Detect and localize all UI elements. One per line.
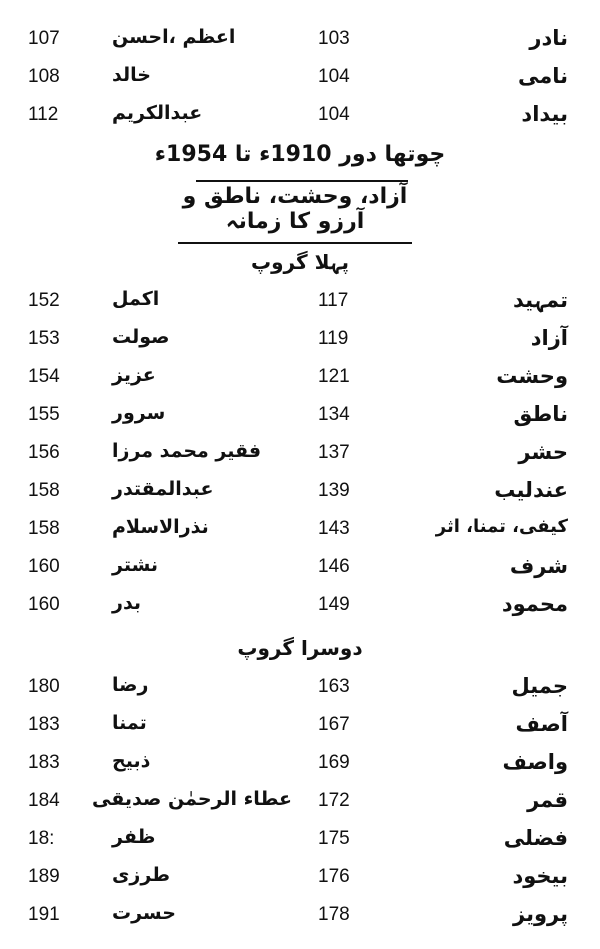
index-row: [0, 98, 600, 136]
index-row: [0, 822, 600, 860]
page-number: 156: [28, 442, 60, 463]
entry-name: ذبیح: [112, 750, 151, 772]
entry-name: خالد: [112, 64, 151, 86]
poet-name: بیداد: [521, 102, 568, 126]
era-title: چوتھا دور 1910ء تا 1954ء: [154, 142, 446, 167]
page-number: 18:: [28, 828, 55, 849]
entry-number: 167: [318, 714, 350, 735]
entry-number: 121: [318, 366, 350, 387]
entry-name: تمنا: [112, 712, 147, 734]
index-row: [0, 360, 600, 398]
index-row: [0, 474, 600, 512]
page-number: 191: [28, 904, 60, 925]
poet-name: پرویز: [513, 902, 568, 926]
poet-name: نادر: [529, 26, 568, 50]
poet-name: شرف: [509, 554, 568, 578]
index-row: [0, 898, 600, 936]
poet-name: ناطق: [513, 402, 568, 426]
entry-name: عبدالکریم: [112, 102, 203, 124]
poet-name: وحشت: [496, 364, 568, 388]
entry-name: حسرت: [112, 902, 176, 924]
entry-number: 172: [318, 790, 350, 811]
index-row: [0, 22, 600, 60]
entry-name: عزیز: [112, 364, 156, 386]
entry-name: فقیر محمد مرزا: [112, 440, 262, 462]
entry-name: اکمل: [112, 288, 160, 310]
entry-number: 176: [318, 866, 350, 887]
entry-number: 143: [318, 518, 350, 539]
entry-number: 163: [318, 676, 350, 697]
page-number: 160: [28, 556, 60, 577]
page-number: 180: [28, 676, 60, 697]
index-row: [0, 60, 600, 98]
entry-name: بدر: [112, 592, 142, 614]
entry-number: 169: [318, 752, 350, 773]
entry-name: ظفر: [112, 826, 156, 848]
index-row: [0, 746, 600, 784]
entry-name: اعظم ،احسن: [112, 26, 236, 48]
era-subtitle: آزاد، وحشت، ناطق و آرزو کا زمانہ: [178, 184, 412, 244]
page-number: 152: [28, 290, 60, 311]
page-number: 154: [28, 366, 60, 387]
page-number: 183: [28, 714, 60, 735]
group-heading: دوسرا گروپ: [237, 636, 363, 660]
entry-number: 104: [318, 66, 350, 87]
poet-name: تمہید: [513, 288, 568, 312]
page-number: 112: [28, 104, 59, 125]
page-number: 107: [28, 28, 60, 49]
entry-name: سرور: [112, 402, 166, 424]
poet-name: واصف: [502, 750, 568, 774]
entry-name: نشتر: [112, 554, 159, 576]
poet-name: عندلیب: [494, 478, 568, 502]
entry-number: 175: [318, 828, 350, 849]
poet-name: بیخود: [512, 864, 568, 888]
page-number: 158: [28, 480, 60, 501]
poet-name: نامی: [517, 64, 568, 88]
poet-name: حشر: [518, 440, 568, 464]
page-number: 183: [28, 752, 60, 773]
page-number: 189: [28, 866, 60, 887]
entry-number: 117: [318, 290, 349, 311]
entry-name: نذرالاسلام: [112, 516, 209, 538]
entry-number: 119: [318, 328, 349, 349]
poet-name: محمود: [501, 592, 568, 616]
entry-name: عبدالمقتدر: [112, 478, 214, 500]
entry-name: صولت: [112, 326, 170, 348]
index-row: [0, 860, 600, 898]
entry-number: 137: [318, 442, 350, 463]
index-row: [0, 284, 600, 322]
poet-name: آزاد: [530, 326, 568, 350]
entry-number: 134: [318, 404, 350, 425]
index-row: [0, 398, 600, 436]
divider: [196, 180, 408, 182]
page-number: 160: [28, 594, 60, 615]
index-row: [0, 784, 600, 822]
index-row: [0, 512, 600, 550]
poet-name: فضلی: [503, 826, 568, 850]
poet-name: قمر: [527, 788, 568, 812]
index-row: [0, 588, 600, 626]
entry-number: 146: [318, 556, 350, 577]
entry-name: عطاء الرحمٰن صدیقی: [92, 788, 292, 810]
entry-number: 103: [318, 28, 350, 49]
index-row: [0, 670, 600, 708]
entry-number: 104: [318, 104, 350, 125]
group-heading: پہلا گروپ: [251, 250, 349, 274]
entry-number: 178: [318, 904, 350, 925]
poet-name: آصف: [515, 712, 568, 736]
index-row: [0, 708, 600, 746]
poet-name: جمیل: [511, 674, 568, 698]
page-number: 108: [28, 66, 60, 87]
entry-number: 149: [318, 594, 350, 615]
page-number: 184: [28, 790, 60, 811]
page-number: 153: [28, 328, 60, 349]
index-row: [0, 436, 600, 474]
poet-name: کیفی، تمنا، اثر: [435, 516, 568, 537]
index-row: [0, 322, 600, 360]
page-number: 158: [28, 518, 60, 539]
index-row: [0, 550, 600, 588]
entry-name: رضا: [112, 674, 149, 696]
page-number: 155: [28, 404, 60, 425]
entry-number: 139: [318, 480, 350, 501]
entry-name: طرزی: [112, 864, 171, 886]
